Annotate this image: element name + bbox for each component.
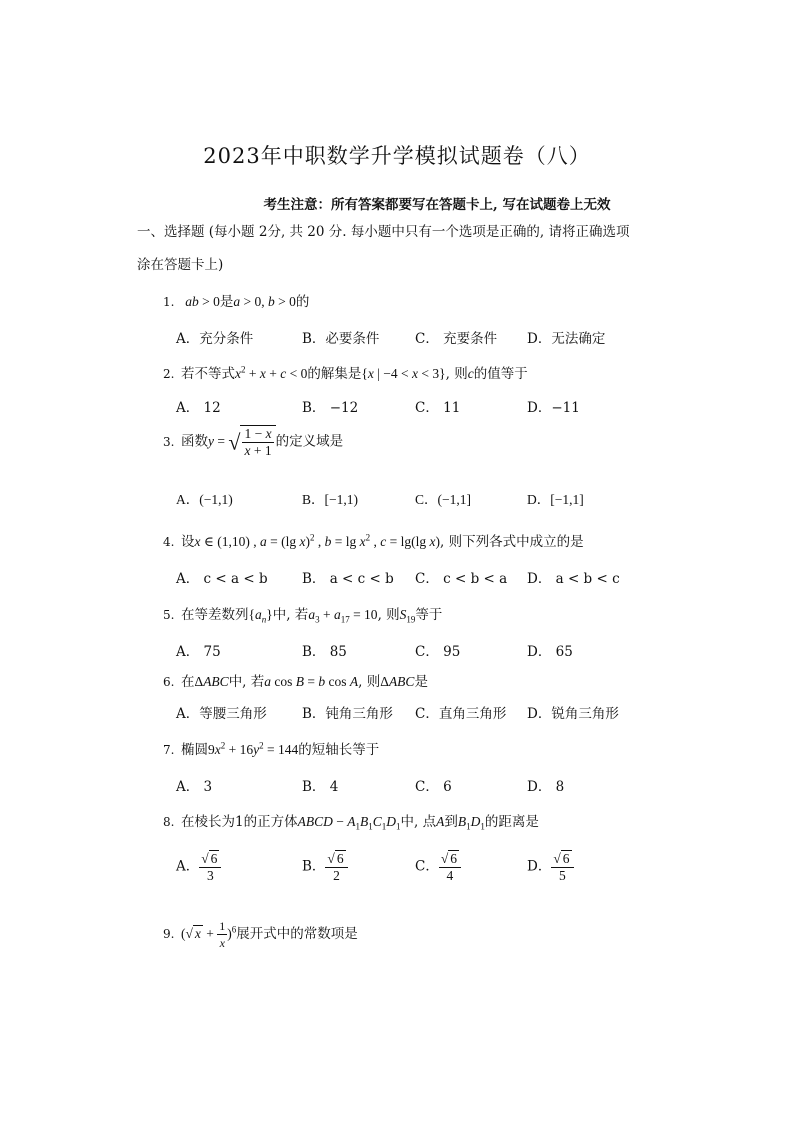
option-3d: D．[−1,1] xyxy=(527,492,584,507)
question-number: 1. xyxy=(163,295,175,309)
option-1d: D．无法确定 xyxy=(527,331,606,347)
option-8c: C． $\frac{√ 6}{4}$ xyxy=(415,850,461,884)
option-3c: C．(−1,1] xyxy=(415,492,471,507)
option-2d: D．−11 xyxy=(527,400,580,416)
option-5a: A． 75 xyxy=(176,644,221,660)
option-4d: D． a < b < c xyxy=(527,571,620,587)
option-4b: B． a < c < b xyxy=(302,571,394,587)
question-number: 2. xyxy=(163,367,175,381)
question-6: 6. 在ΔABC中, 若a cos B = b cos A, 则ΔABC是 xyxy=(163,674,428,690)
option-1a: A．充分条件 xyxy=(176,331,254,347)
page-title: 2023年中职数学升学模拟试题卷（八） xyxy=(203,144,591,168)
option-5d: D． 65 xyxy=(527,644,573,660)
question-number: 4. xyxy=(163,535,175,549)
question-number: 3. xyxy=(163,434,175,449)
question-number: 7. xyxy=(163,743,175,757)
option-7d: D． 8 xyxy=(527,779,565,795)
question-number: 8. xyxy=(163,815,175,829)
question-2: 2. 若不等式$x^2 + x + c < 0$的解集是{x | −4 < x < 3}, 则c的值等于 xyxy=(163,364,528,382)
section-heading-cont: 涂在答题卡上) xyxy=(137,257,224,273)
question-8: 8. 在棱长为1的正方体ABCD − $A_1B_1C_1D_1$中, 点A到$B_1D_1$的距离是 xyxy=(163,814,539,832)
section-heading: 一、选择题 (每小题 2分, 共 20 分. 每小题中只有一个选项是正确的, 请将正确选项 xyxy=(137,224,630,240)
option-8b: B． $\frac{√ 6}{2}$ xyxy=(302,850,348,884)
option-8a: A． $\frac{√ 6}{3}$ xyxy=(176,850,221,884)
question-number: 5. xyxy=(163,608,175,622)
question-number: 6. xyxy=(163,675,175,689)
question-4: 4. 设x ∈ (1,10) , a = (lg x)$^2$ , $b = \lg x^2$ , c = lg(lg x), 则下列各式中成立的是 xyxy=(163,532,584,550)
option-1b: B．必要条件 xyxy=(302,331,380,347)
question-3: 3. 函数y = √ $\frac{1 - x}{x + 1}$ 的定义域是 xyxy=(163,426,344,458)
question-1: 1. ab > 0是a > 0, b > 0的 xyxy=(163,294,310,310)
option-5c: C． 95 xyxy=(415,644,461,660)
option-6d: D．锐角三角形 xyxy=(527,706,619,722)
option-4c: C． c < b < a xyxy=(415,571,508,587)
option-4a: A． c < a < b xyxy=(176,571,268,587)
option-6b: B．钝角三角形 xyxy=(302,706,393,722)
option-6a: A．等腰三角形 xyxy=(176,706,267,722)
option-5b: B． 85 xyxy=(302,644,347,660)
option-3a: A．(−1,1) xyxy=(176,492,233,507)
option-8d: D． $\frac{√ 6}{5}$ xyxy=(527,850,574,884)
option-2c: C． 11 xyxy=(415,400,461,416)
exam-notice: 考生注意：所有答案都要写在答题卡上, 写在试题卷上无效 xyxy=(263,197,611,213)
question-number: 9. xyxy=(163,927,175,941)
option-7a: A． 3 xyxy=(176,779,213,795)
option-3b: B．[−1,1) xyxy=(302,492,358,507)
option-2a: A． 12 xyxy=(176,400,221,416)
question-5: 5. 在等差数列$\{a_n\}$中, 若$a_3 + a_{17} = 10$, 则$S_{19}$等于 xyxy=(163,607,443,625)
option-2b: B． −12 xyxy=(302,400,359,416)
option-6c: C．直角三角形 xyxy=(415,706,507,722)
option-7b: B． 4 xyxy=(302,779,339,795)
option-7c: C． 6 xyxy=(415,779,452,795)
question-9: 9. (√ x + $\frac{1}{x}$ )$^6$展开式中的常数项是 xyxy=(163,919,358,950)
option-1c: C． 充要条件 xyxy=(415,331,498,347)
question-7: 7. 椭圆$9x^2 + 16y^2 = 144$的短轴长等于 xyxy=(163,740,380,758)
